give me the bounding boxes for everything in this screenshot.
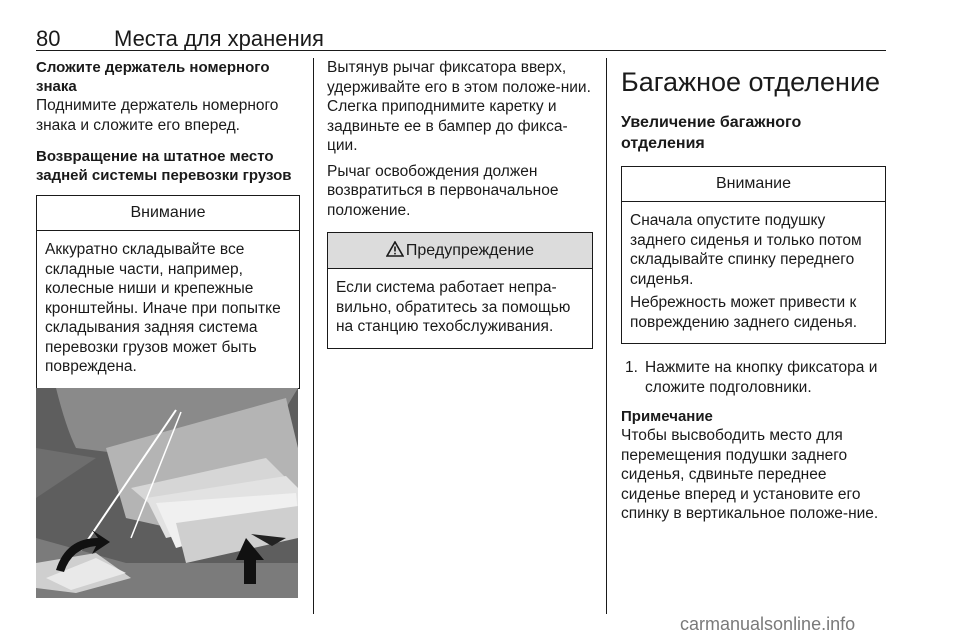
notice-body-right — [622, 202, 885, 343]
luggage-compartment-title: Багажное отделение — [621, 67, 881, 97]
watermark: carmanualsonline.info — [680, 614, 856, 634]
page-header — [36, 4, 886, 51]
notice-body — [37, 231, 299, 388]
step-number: 1. — [625, 359, 638, 376]
heading-fold-plate-holder: Сложите держатель номерного знака — [36, 59, 270, 95]
section-title: Места для хранения — [114, 26, 324, 51]
column-middle — [327, 58, 593, 349]
note-label: Примечание — [621, 408, 713, 425]
column-divider-1 — [313, 58, 314, 614]
enlarge-compartment-subtitle: Увеличение багажного отделения — [621, 114, 802, 152]
column-divider-2 — [606, 58, 607, 614]
header-divider — [36, 50, 886, 51]
step-item — [621, 358, 886, 397]
warning-title: Предупреждение — [405, 242, 535, 259]
notice-text-1: Сначала опустите подушку заднего сиденья и только потом складывайте спинку переднего сиденья. — [630, 212, 862, 288]
warning-box — [327, 232, 593, 349]
paragraph-pull-lever: Вытянув рычаг фиксатора вверх, удерживайте его в этом положе-нии. Слегка приподнимите каретку и задвиньте ее в бампер до фикса-ции. — [327, 59, 591, 154]
paragraph-fold-plate-holder: Поднимите держатель номерного знака и сложите его вперед. — [36, 97, 279, 134]
paragraph-release-lever: Рычаг освобождения должен возвратиться в первоначальное положение. — [327, 162, 559, 219]
warning-triangle-icon — [386, 241, 404, 257]
note-text: Чтобы высвободить место для перемещения подушки заднего сиденья, сдвиньте переднее сиденье вперед и установите его спинку в вертикальное положе-ние. — [621, 427, 879, 522]
notice-title-right: Внимание — [622, 167, 885, 202]
page-number: 80 — [36, 26, 61, 51]
carrier-illustration — [36, 388, 298, 598]
warning-header — [328, 233, 592, 269]
warning-text: Если система работает непра-вильно, обратитесь за помощью на станцию техобслуживания. — [336, 279, 571, 335]
column-right — [621, 58, 886, 524]
warning-body — [328, 269, 592, 348]
notice-text: Аккуратно складывайте все складные части, например, колесные ниши и крепежные кронштейны. Иначе при попытке складывания задняя система перевозки грузов может быть повреждена. — [45, 241, 281, 375]
notice-text-2: Небрежность может привести к повреждению заднего сиденья. — [630, 294, 858, 331]
column-left — [36, 58, 300, 389]
notice-title: Внимание — [37, 196, 299, 231]
notice-box-right — [621, 166, 886, 344]
heading-return-carrier: Возвращение на штатное место задней системы перевозки грузов — [36, 148, 292, 184]
step-text: Нажмите на кнопку фиксатора и сложите подголовники. — [645, 359, 878, 396]
notice-box — [36, 195, 300, 389]
